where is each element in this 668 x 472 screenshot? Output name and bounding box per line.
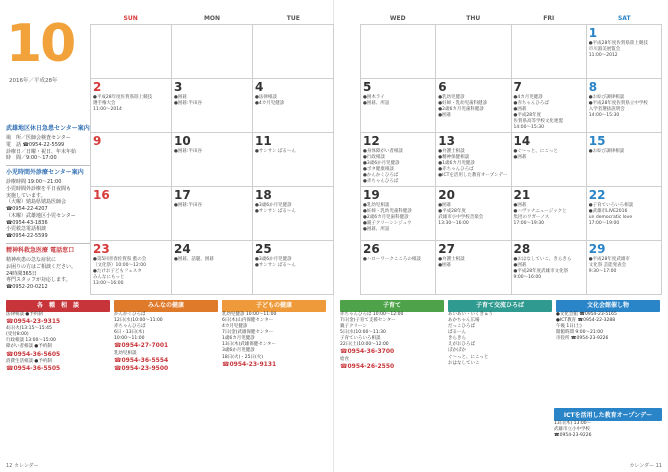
info-column-title: 子育て [340, 300, 444, 312]
day-cell-26 [361, 241, 436, 295]
info-line: 診療日／日曜・祝日、年末年始 [6, 148, 77, 155]
day-cell-21 [512, 187, 587, 241]
info-line: 4日(火)13:15〜15:45 [6, 326, 52, 332]
info-column [340, 300, 444, 371]
info-line: 市役所 ☎0954-23-9226 [556, 336, 609, 342]
event-item: ●囲碁、所話 [363, 101, 390, 107]
event-item: ●囲木ライ [363, 95, 385, 100]
event-item: ●ICTを活用した教育オープンデー [438, 173, 508, 179]
event-item: ●4カ月児健診 [255, 101, 285, 107]
page-footer-right: カレンダー 11 [629, 463, 662, 469]
day-events [438, 203, 508, 227]
event-item: ●第5回青春佐賀県 藍の会 [93, 257, 147, 262]
sidebar-heading-psychiatric: 精神科救急医療 電話窓口 [6, 246, 75, 254]
info-line: 精神疾患の急な症状に [6, 257, 57, 264]
event-item: ●赤ちゃんひろば [363, 179, 399, 185]
event-item: 17:00〜19:00 [588, 221, 620, 227]
day-number: 2 [93, 80, 102, 94]
info-line: 1歳6カ月児健診 [222, 336, 255, 342]
day-events [255, 149, 331, 155]
day-number: 15 [588, 134, 606, 148]
day-cell-22 [587, 187, 662, 241]
event-item: ●囲碁、所話 [363, 227, 390, 233]
weekday-sat: SAT [617, 15, 631, 22]
event-item: 選手権大会 [93, 101, 116, 107]
info-column-title: 各 種 相 談 [6, 300, 110, 312]
event-item: ●武雄市LIVE2016 [588, 209, 628, 215]
day-number: 21 [513, 188, 531, 202]
ict-box [554, 408, 662, 439]
info-line: ☎0954-36-5505 [6, 364, 61, 372]
info-line: （木曜）武雄地区小児センター [6, 212, 76, 219]
day-events [514, 203, 584, 227]
event-item: ●囲碁:半田谷 [174, 149, 202, 154]
event-item: 14:00〜15:30 [513, 125, 544, 131]
info-line: ぐ〜っと、にこっと [448, 354, 489, 360]
day-events [438, 257, 508, 269]
weekday-header-right [360, 14, 662, 24]
info-line: ☎0954-23-9500 [114, 364, 169, 372]
info-line: 13日(木) 13:00〜 [554, 421, 592, 426]
info-column-title: 文化会館催し物 [556, 300, 660, 312]
sidebar-list-1 [6, 135, 90, 162]
info-line: 親子クリーン [340, 324, 367, 330]
event-item: ●囲碁 [438, 113, 452, 119]
day-events [514, 95, 584, 131]
day-number: 23 [93, 242, 110, 256]
day-number: 6 [438, 80, 447, 94]
day-cell-12 [361, 133, 436, 187]
event-item: ●平成28年度佐賀県立中学校 [588, 101, 648, 107]
day-events [174, 257, 250, 263]
info-line: ☎0954-27-7001 [114, 342, 169, 350]
event-item: ●妊婦・乳幼児歯科健診 [438, 101, 488, 107]
info-line: おはなしていこ [448, 360, 480, 366]
event-item: 文化祭 芸能発表会 [588, 263, 627, 269]
day-cell-17 [172, 187, 253, 241]
info-line: 乳幼児健診 10:00〜11:00 [222, 312, 277, 318]
day-events [255, 203, 331, 215]
info-line: 診療時間 19:00〜21:00 [6, 179, 62, 186]
event-item: ●囲碁 [513, 107, 527, 113]
event-item: 9:00〜16:00 [513, 275, 542, 281]
day-events [589, 95, 659, 119]
weekday-sun: SUN [123, 15, 138, 22]
day-cell-6 [436, 79, 511, 133]
info-line: 24時間365日 [6, 270, 37, 277]
info-line: 13日(木)武雄保健センター [222, 342, 277, 348]
event-item: ●3歳6か月児健診 [255, 257, 292, 262]
day-number: 18 [255, 188, 272, 202]
day-number: 10 [174, 134, 191, 148]
day-cell-empty [436, 25, 511, 79]
day-events [363, 203, 433, 233]
day-number: 22 [588, 188, 606, 202]
year-line: 2016年／平成28年 [9, 78, 58, 84]
info-line: 赤ちゃんひろば 10:00〜12:00 [340, 312, 404, 318]
event-item: ●かんかくひろば [363, 173, 399, 179]
event-item: ●お絵び調律相談 [588, 95, 625, 100]
day-events [514, 149, 584, 161]
info-line: かんかくひろば [114, 312, 146, 318]
info-line: ●ICT教育 ☎0954-22-3288 [556, 318, 616, 324]
info-column [114, 300, 218, 373]
day-cell-25 [253, 241, 334, 295]
day-cell-empty [512, 25, 587, 79]
day-number: 19 [363, 188, 380, 202]
calendar-left [90, 14, 334, 295]
day-events [589, 203, 659, 227]
event-item: ●赤ちゃんひろば [438, 167, 474, 173]
event-item: ●親子クリーンシジュウ [363, 221, 412, 227]
info-line: 専門スタッフが対応します。 [6, 277, 71, 284]
event-item: ●サンサン ぱる〜ん [255, 149, 296, 154]
info-line: えがおひろば [448, 342, 475, 348]
info-line: 実施しています。 [6, 192, 46, 199]
event-item: ●2歳6カ月児歯科健診 [363, 215, 409, 221]
day-events [438, 149, 508, 179]
day-number: 17 [174, 188, 191, 202]
day-cell-29 [587, 241, 662, 295]
info-line: 子育ていろいろ相談 [340, 336, 381, 342]
weekday-wed: WED [389, 15, 406, 22]
info-line: 5日(水)10:00〜11:30 [340, 330, 386, 336]
info-line: 小児救急電話相談 [6, 226, 47, 233]
event-item: ●精神保健相談 [438, 155, 470, 161]
day-number: 28 [513, 242, 531, 256]
event-item: ●たけお子どもフェスタ [93, 269, 142, 275]
day-events [589, 149, 659, 155]
sidebar-list-3 [6, 257, 90, 291]
event-item: ●お絵び調律相談 [588, 149, 625, 154]
event-item: ●妊婦・乳幼児歯科健診 [363, 209, 412, 215]
day-cell-27 [436, 241, 511, 295]
event-item: みんなにもっと [93, 275, 125, 281]
day-cell-8 [587, 79, 662, 133]
day-cell-20 [436, 187, 511, 241]
day-number: 26 [363, 242, 380, 256]
day-cell-16 [91, 187, 172, 241]
day-cell-2 [91, 79, 172, 133]
info-line: 6日・13日(木) [114, 330, 145, 336]
info-column-title: みんなの健康 [114, 300, 218, 312]
day-cell-23 [91, 241, 172, 295]
day-cell-empty [361, 25, 436, 79]
day-number: 29 [588, 242, 606, 256]
day-cell-10 [172, 133, 253, 187]
day-cell-empty [91, 25, 172, 79]
event-item: ●囲碁 [174, 95, 187, 100]
event-item: ●囲碁:半田谷 [174, 101, 202, 107]
calendar-grid-left [90, 24, 334, 295]
event-item: ●サンサン ぱる〜ん [255, 263, 296, 269]
event-item: 13:30〜16:00 [438, 221, 469, 227]
info-line: 時 間／9:00〜17:00 [6, 155, 57, 162]
event-item: ●弁護士相談 [438, 257, 465, 262]
day-cell-5 [361, 79, 436, 133]
event-item: ●行政相談 [363, 155, 385, 161]
day-events [174, 203, 250, 209]
sidebar-heading-pediatric: 小児時間外診療センター案内 [6, 169, 84, 177]
event-item: 9:30〜17:00 [588, 269, 617, 275]
info-line: ☎0954-22-4207 [6, 206, 48, 213]
info-line: （大曜）嬉島県嬉島医師会 [6, 199, 67, 206]
event-item: un democratic love [588, 215, 633, 221]
day-number: 24 [174, 242, 191, 256]
day-cell-7 [512, 79, 587, 133]
event-item: 14:00〜15:30 [588, 113, 620, 119]
event-item: ●囲碁 [438, 203, 452, 208]
event-item: ●囲碁:半田谷 [174, 203, 202, 208]
info-line: 消費生活相談 ●予約制 [6, 358, 52, 364]
event-item: 入学者選抜説明会 [588, 107, 625, 113]
day-number: 9 [93, 134, 102, 148]
event-item: 11:00〜2012 [588, 53, 618, 59]
info-line: 18日(火)・25日(火) [222, 354, 263, 360]
info-line: 午後 1日(土) [556, 324, 582, 330]
weekday-fri: FRI [543, 15, 555, 22]
day-number: 16 [93, 188, 110, 202]
day-events [255, 257, 331, 269]
info-line: 給食 [340, 356, 349, 362]
info-line: ☎0954-23-9131 [222, 360, 277, 368]
day-cell-24 [172, 241, 253, 295]
day-cell-13 [436, 133, 511, 187]
event-item: ●赤ちゃんひろば [513, 101, 549, 107]
day-cell-3 [172, 79, 253, 133]
info-line: 6日(木)山内保健センター [222, 318, 274, 324]
event-item: ●サンサン ぱる〜ん [255, 209, 296, 215]
day-cell-15 [587, 133, 662, 187]
sidebar-divider [6, 243, 90, 244]
day-events [589, 257, 659, 275]
day-number: 1 [588, 26, 598, 40]
day-number: 3 [174, 80, 183, 94]
info-line: ☎0954-36-5605 [6, 350, 61, 358]
event-item: 13:00〜16:00 [93, 281, 124, 287]
day-number: 8 [588, 80, 598, 94]
ict-lines [554, 421, 662, 439]
info-line: あかちゃん広場 [448, 318, 480, 324]
info-line: あいあい・いくきゅう [448, 312, 493, 318]
weekday-thu: THU [466, 15, 481, 22]
event-item: ●ハローワークこころの相談 [363, 257, 421, 262]
info-line: ☎0954-22-5599 [6, 233, 48, 240]
info-line: 7日(金)武雄保健センター [222, 330, 274, 336]
event-item: ●囲碁 [513, 263, 527, 269]
day-number: 13 [438, 134, 455, 148]
event-item: （文化祭）10:00〜12:00 [93, 263, 146, 269]
weekday-mon: MON [203, 15, 221, 22]
day-events [174, 149, 250, 155]
month-number: 10 [6, 14, 75, 74]
info-line: 乳幼児相談 [114, 350, 137, 356]
event-item: ●囲碁 [513, 203, 527, 208]
event-item: 佐賀県高等学校文化連盟 [513, 119, 563, 125]
calendar-right [360, 14, 662, 295]
info-line: 小児時間外診療を平日夜間も [6, 185, 72, 192]
event-item: ●平成28年度武雄市 [588, 257, 630, 262]
day-events [438, 95, 508, 119]
event-item: 市川淑美展覧会 [588, 47, 621, 53]
sidebar-list-2 [6, 179, 90, 240]
event-item: ●ボタ健康相談 [363, 167, 394, 173]
event-item: ●平成28年度佐賀県陸上競技 [93, 95, 153, 100]
day-number: 11 [255, 134, 272, 148]
day-number: 12 [363, 134, 380, 148]
sidebar-heading-emergency: 武雄地区休日急患センター案内 [6, 125, 90, 132]
event-item: ●弁護士相談 [438, 149, 465, 154]
day-cell-19 [361, 187, 436, 241]
day-cell-empty [172, 25, 253, 79]
day-cell-4 [253, 79, 334, 133]
event-item: ●3歳6か月児健診 [363, 161, 400, 167]
info-line: お困りの方はご相談ください。 [6, 263, 77, 270]
day-number: 20 [438, 188, 455, 202]
event-item: ●平成28年度 [513, 113, 542, 119]
event-item: ●ぐ〜っと、にこっと [513, 149, 558, 154]
info-line: ☎0952-20-0212 [6, 284, 48, 291]
day-events [589, 41, 659, 59]
info-column [6, 300, 110, 373]
info-line: 3歳6か月児健診 [222, 348, 255, 354]
day-cell-1 [587, 25, 662, 79]
info-line: 電 話 ☎0954-22-5599 [6, 141, 65, 148]
event-item: ●3歳6か月児健診 [255, 203, 292, 208]
calendar-grid-right [360, 24, 662, 295]
day-cell-28 [512, 241, 587, 295]
page-footer-left: 12 カレンダー [6, 463, 39, 469]
day-number: 5 [363, 80, 372, 94]
event-item: ●乳幼児相談 [363, 203, 390, 208]
event-item: ●乳幼児健診 [438, 95, 465, 100]
info-column-title: 子育て交流ひろば [448, 300, 552, 312]
event-item: ●平成28年度武雄市文化祭 [513, 269, 569, 275]
day-cell-9 [91, 133, 172, 187]
event-item: ●おはなしていこ、きらきら [513, 257, 572, 262]
event-item: ●法律相談 [255, 95, 277, 100]
weekday-header-left [90, 14, 334, 24]
info-line: 障がい者相談 ●予約制 [6, 344, 52, 350]
event-item: ●平成28年度佐賀県陸上競技 [588, 41, 648, 46]
info-line: 赤ちゃんひろば [114, 324, 146, 330]
info-line: 12日(水)10:00〜11:00 [114, 318, 163, 324]
event-item: 17:00〜19:30 [513, 221, 544, 227]
day-cell-11 [253, 133, 334, 187]
sidebar-divider [6, 165, 90, 166]
day-cell-empty [253, 25, 334, 79]
event-item: 11:00〜2014 [93, 107, 122, 113]
info-line: 開館時間 9:00〜21:00 [556, 330, 604, 336]
info-line: ばるーん [448, 330, 466, 336]
ict-title: ICTを活用した教育オープンデー [554, 408, 662, 421]
info-line: きらきら [448, 336, 466, 342]
info-line: ぽかぽか [448, 348, 466, 354]
info-line: 4カ月児健診 [222, 324, 248, 330]
day-events [363, 257, 433, 263]
event-item: 武雄市小中学校音楽会 [438, 215, 484, 221]
info-line: ☎0954-23-9315 [6, 318, 61, 326]
info-line: 場 所／医師会検査センター [6, 135, 71, 142]
day-events [93, 257, 169, 287]
weekday-tue: TUE [286, 15, 300, 22]
info-line: ●文化会館 ☎0954-23-5165 [556, 312, 617, 318]
day-events [514, 257, 584, 281]
event-item: ●身体障がい者相談 [363, 149, 403, 154]
event-item: ●子育ていろいろ相談 [588, 203, 634, 208]
event-item: ●囲碁、話題、囲碁 [174, 257, 214, 262]
day-number: 25 [255, 242, 272, 256]
info-line: (受付8:00) [6, 332, 29, 338]
left-sidebar [6, 122, 90, 291]
day-events [93, 95, 169, 113]
day-events [363, 95, 433, 107]
info-column [556, 300, 660, 342]
info-line: ☎0954-43-1836 [6, 219, 48, 226]
right-page [334, 0, 668, 472]
event-item: ●ハヴァナニュージックと [513, 209, 567, 215]
info-line: 行政相談 13:00〜15:00 [6, 338, 56, 344]
info-line: ☎0954-26-2550 [340, 362, 395, 370]
event-item: ●2歳6カ月児歯科健診 [438, 107, 484, 113]
day-number: 4 [255, 80, 264, 94]
event-item: ●平成28年度 [438, 209, 466, 215]
event-item: ●囲碁 [513, 155, 527, 161]
event-item: ●囲碁 [438, 263, 452, 269]
info-line: ☎0954-36-3700 [340, 348, 395, 356]
info-column-title: 子どもの健康 [222, 300, 326, 312]
info-line: ☎0954-36-5554 [114, 356, 169, 364]
day-events [363, 149, 433, 185]
info-line: 22日(土)10:00〜12:00 [340, 342, 389, 348]
info-line: 武雄市立小中学校 [554, 427, 590, 433]
info-column [448, 300, 552, 367]
info-line: 7日(金)子育て支援センター [340, 318, 396, 324]
day-cell-18 [253, 187, 334, 241]
day-number: 27 [438, 242, 455, 256]
event-item: ●1歳6カ月児健診 [438, 161, 475, 167]
day-number: 7 [513, 80, 522, 94]
info-line: 10:00〜11:00 [114, 336, 145, 342]
info-line: だっこひろば [448, 324, 475, 330]
info-line: 法律相談 ●予約制 [6, 312, 43, 318]
day-events [255, 95, 331, 107]
info-column [222, 300, 326, 369]
day-number: 14 [513, 134, 531, 148]
info-line: ☎0954-23-9226 [554, 433, 592, 439]
event-item: 集団のワガーノス [513, 215, 550, 221]
day-cell-14 [512, 133, 587, 187]
event-item: ●4カ月児健診 [513, 95, 543, 100]
day-events [174, 95, 250, 107]
